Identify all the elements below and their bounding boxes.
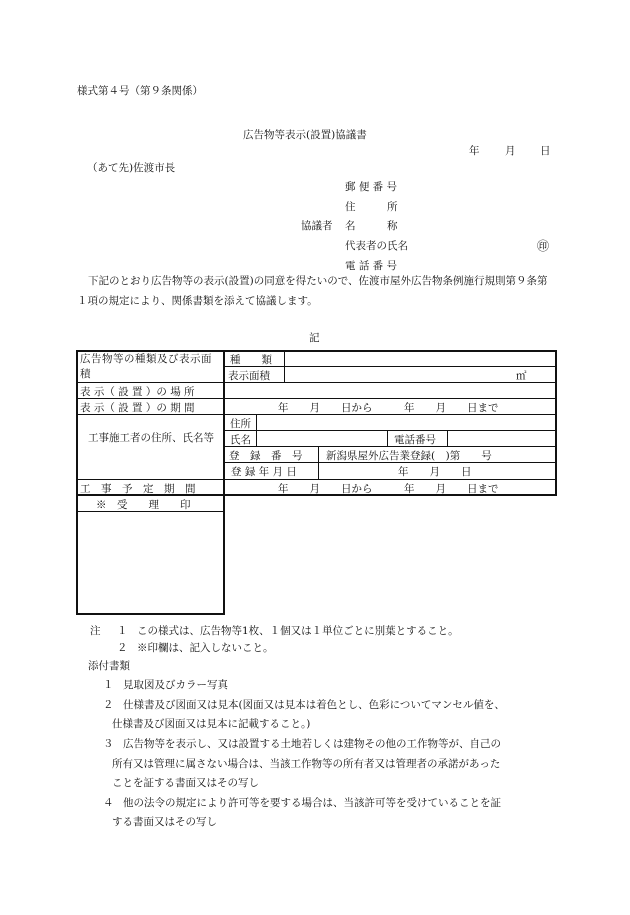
attachment-text: 見取図及びカラー写真 (123, 679, 228, 691)
attachment-number: ３ (103, 738, 114, 750)
note-number: ２ (117, 642, 128, 654)
seal-mark: ㊞ (537, 239, 550, 253)
date-year: 年 (469, 145, 480, 157)
attachment-number: ２ (103, 699, 114, 711)
registration-date-label: 登 録 年 月 日 (231, 466, 297, 478)
type-area-label: 広告物等の種類及び表示面積 (80, 353, 212, 380)
attachment-number: １ (103, 679, 114, 691)
type-label: 種 類 (230, 354, 272, 366)
schedule-value: 年 月 日から 年 月 日まで (278, 483, 499, 495)
attachment-text: 他の法令の規定により許可等を要する場合は、当該許可等を受けていることを証 (123, 797, 501, 809)
attachment-number: ４ (103, 797, 114, 809)
note-text: この様式は、広告物等1枚、１個又は１単位ごとに別葉とすること。 (137, 625, 459, 637)
applicant-group-label: 協議者 (301, 220, 333, 232)
note-number: １ (117, 625, 128, 637)
attachment-text-cont: 仕様書及び図面又は見本に記載すること。) (112, 718, 311, 730)
area-unit: ㎡ (516, 370, 527, 382)
postal-code-label: 郵 便 番 号 (345, 181, 398, 193)
contractor-name-label: 氏名 (230, 434, 251, 446)
attachment-text-cont: する書面又はその写し (112, 816, 217, 828)
location-label: 表 示（ 設 置 ）の 場 所 (80, 386, 195, 398)
schedule-label: 工 事 予 定 期 間 (80, 483, 196, 495)
addressee: （あて先)佐渡市長 (87, 162, 176, 174)
attachments-heading: 添付書類 (88, 660, 130, 672)
contractor-address-label: 住所 (230, 418, 251, 430)
contractor-phone-label: 電話番号 (394, 434, 436, 446)
address-label: 住 所 (345, 201, 398, 213)
form-number: 様式第４号（第９条関係） (77, 85, 203, 97)
attachment-text-cont: ことを証する書面又はその写し (112, 777, 259, 789)
name-label: 名 称 (345, 220, 398, 232)
period-label: 表 示（ 設 置 ）の 期 間 (80, 402, 195, 414)
registration-number-value: 新潟県屋外広告業登録( )第 号 (326, 450, 492, 462)
date-day: 日 (540, 145, 551, 157)
note-text: ※印欄は、記入しないこと。 (137, 642, 274, 654)
body-text: 下記のとおり広告物等の表示(設置)の同意を得たいので、佐渡市屋外広告物条例施行規則第９条第１項の規定により、関係書類を添えて協議します。 (77, 275, 548, 307)
receipt-stamp-label: ※ 受 理 印 (96, 499, 191, 511)
receipt-stamp-box (76, 494, 225, 615)
phone-label: 電 話 番 号 (345, 260, 398, 272)
attachment-text: 広告物等を表示し、又は設置する土地若しくは建物その他の工作物等が、自己の (123, 738, 501, 750)
ki-label: 記 (309, 332, 320, 344)
area-label: 表示面積 (228, 370, 270, 382)
period-value: 年 月 日から 年 月 日まで (278, 402, 499, 414)
representative-label: 代表者の氏名 (345, 240, 408, 252)
attachment-text-cont: 所有又は管理に属さない場合は、当該工作物等の所有者又は管理者の承諾があった (112, 758, 501, 770)
document-title: 広告物等表示(設置)協議書 (243, 129, 367, 141)
notes-heading: 注 (90, 625, 101, 637)
date-month: 月 (505, 145, 516, 157)
attachment-text: 仕様書及び図面又は見本(図面又は見本は着色とし、色彩についてマンセル値を、 (123, 699, 505, 711)
registration-number-label: 登 録 番 号 (229, 450, 303, 462)
registration-date-value: 年 月 日 (398, 466, 472, 478)
contractor-label: 工事施工者の住所、氏名等 (88, 432, 214, 444)
